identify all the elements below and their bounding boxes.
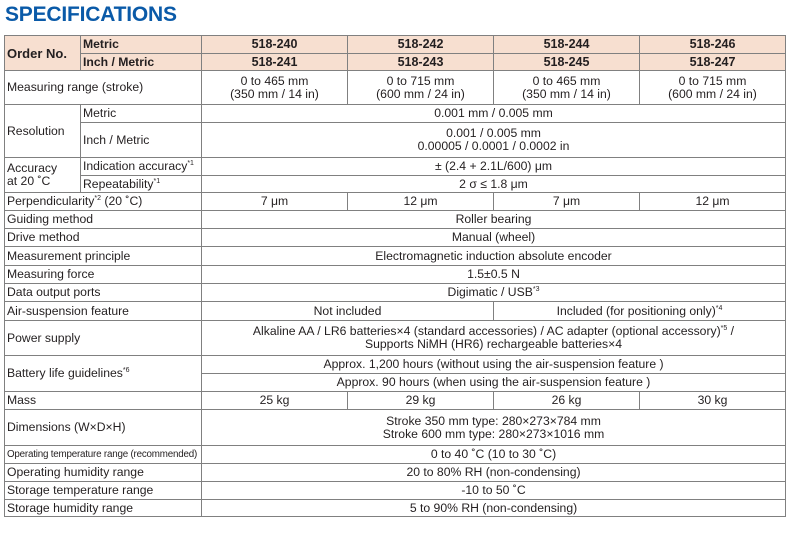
row-label: Operating humidity range bbox=[5, 464, 202, 482]
sub-label: Metric bbox=[81, 105, 202, 123]
row-label: Measuring force bbox=[5, 266, 202, 284]
value-cell: Not included bbox=[202, 302, 494, 321]
value-cell: Stroke 350 mm type: 280×273×784 mm Stroke 600 mm type: 280×273×1016 mm bbox=[202, 410, 786, 446]
specifications-table bbox=[4, 35, 786, 517]
value-cell: Roller bearing bbox=[202, 211, 786, 229]
value-cell: 0.001 mm / 0.005 mm bbox=[202, 105, 786, 123]
row-guiding-method bbox=[5, 211, 786, 229]
row-operating-temperature bbox=[5, 446, 786, 464]
row-dimensions bbox=[5, 410, 786, 446]
value-cell: -10 to 50 ˚C bbox=[202, 482, 786, 500]
value-cell: Manual (wheel) bbox=[202, 229, 786, 247]
row-label: Storage humidity range bbox=[5, 500, 202, 517]
row-label: Mass bbox=[5, 392, 202, 410]
value-cell: 25 kg bbox=[202, 392, 348, 410]
row-label: Operating temperature range (recommended) bbox=[5, 446, 202, 464]
row-resolution-metric bbox=[5, 105, 786, 123]
model-cell: 518-243 bbox=[348, 54, 494, 71]
row-label: Guiding method bbox=[5, 211, 202, 229]
value-cell: 0 to 715 mm (600 mm / 24 in) bbox=[348, 71, 494, 105]
sub-label: Inch / Metric bbox=[81, 123, 202, 158]
value-cell: 5 to 90% RH (non-condensing) bbox=[202, 500, 786, 517]
row-data-output-ports bbox=[5, 284, 786, 302]
value-cell: 7 μm bbox=[494, 193, 640, 211]
value-cell: 0 to 465 mm (350 mm / 14 in) bbox=[494, 71, 640, 105]
model-cell: 518-246 bbox=[640, 36, 786, 54]
model-cell: 518-240 bbox=[202, 36, 348, 54]
value-cell: Electromagnetic induction absolute encoder bbox=[202, 247, 786, 266]
row-storage-humidity bbox=[5, 500, 786, 517]
row-label: Data output ports bbox=[5, 284, 202, 302]
row-measuring-range bbox=[5, 71, 786, 105]
model-cell: 518-247 bbox=[640, 54, 786, 71]
row-operating-humidity bbox=[5, 464, 786, 482]
row-label: Measurement principle bbox=[5, 247, 202, 266]
value-cell: 7 μm bbox=[202, 193, 348, 211]
row-label: Accuracy at 20 ˚C bbox=[5, 158, 81, 193]
row-accuracy-repeatability bbox=[5, 176, 786, 193]
value-cell: Digimatic / USB$^{*3}$ bbox=[202, 284, 786, 302]
value-cell: 1.5±0.5 N bbox=[202, 266, 786, 284]
row-air-suspension bbox=[5, 302, 786, 321]
value-cell: Approx. 90 hours (when using the air-suspension feature ) bbox=[202, 374, 786, 392]
row-label: Battery life guidelines$^{*6}$ bbox=[5, 356, 202, 392]
value-cell: ± (2.4 + 2.1L/600) μm bbox=[202, 158, 786, 176]
row-mass bbox=[5, 392, 786, 410]
row-resolution-inch bbox=[5, 123, 786, 158]
value-cell: 12 μm bbox=[348, 193, 494, 211]
row-drive-method bbox=[5, 229, 786, 247]
sub-label: Indication accuracy$^{*1}$ bbox=[81, 158, 202, 176]
row-label: Drive method bbox=[5, 229, 202, 247]
row-label: Dimensions (W×D×H) bbox=[5, 410, 202, 446]
row-accuracy-indication bbox=[5, 158, 786, 176]
value-cell: Approx. 1,200 hours (without using the air-suspension feature ) bbox=[202, 356, 786, 374]
value-cell: Alkaline AA / LR6 batteries×4 (standard accessories) / AC adapter (optional accessory)$^{*5}$ / Supports NiMH (HR6) rechargeable batteries×4 bbox=[202, 321, 786, 356]
metric-header: Metric bbox=[81, 36, 202, 54]
value-cell: 2 σ ≤ 1.8 μm bbox=[202, 176, 786, 193]
row-label: Perpendicularity$^{*2}$ (20 ˚C) bbox=[5, 193, 202, 211]
sub-label: Repeatability$^{*1}$ bbox=[81, 176, 202, 193]
value-cell: 0 to 715 mm (600 mm / 24 in) bbox=[640, 71, 786, 105]
row-perpendicularity bbox=[5, 193, 786, 211]
row-battery-life-1 bbox=[5, 356, 786, 374]
value-cell: 0 to 40 ˚C (10 to 30 ˚C) bbox=[202, 446, 786, 464]
value-cell: 26 kg bbox=[494, 392, 640, 410]
row-label: Power supply bbox=[5, 321, 202, 356]
row-measurement-principle bbox=[5, 247, 786, 266]
value-cell: 29 kg bbox=[348, 392, 494, 410]
value-cell: 12 μm bbox=[640, 193, 786, 211]
row-label: Measuring range (stroke) bbox=[5, 71, 202, 105]
value-cell: 30 kg bbox=[640, 392, 786, 410]
value-cell: Included (for positioning only)$^{*4}$ bbox=[494, 302, 786, 321]
model-cell: 518-244 bbox=[494, 36, 640, 54]
inch-metric-header: Inch / Metric bbox=[81, 54, 202, 71]
row-storage-temperature bbox=[5, 482, 786, 500]
model-cell: 518-242 bbox=[348, 36, 494, 54]
model-cell: 518-241 bbox=[202, 54, 348, 71]
row-power-supply bbox=[5, 321, 786, 356]
row-label: Resolution bbox=[5, 105, 81, 158]
value-cell: 0.001 / 0.005 mm 0.00005 / 0.0001 / 0.0002 in bbox=[202, 123, 786, 158]
row-label: Storage temperature range bbox=[5, 482, 202, 500]
header-row-metric bbox=[5, 36, 786, 54]
page-title: SPECIFICATIONS bbox=[5, 3, 177, 26]
model-cell: 518-245 bbox=[494, 54, 640, 71]
header-row-inch bbox=[5, 54, 786, 71]
row-measuring-force bbox=[5, 266, 786, 284]
order-no-header: Order No. bbox=[5, 36, 81, 71]
value-cell: 20 to 80% RH (non-condensing) bbox=[202, 464, 786, 482]
value-cell: 0 to 465 mm (350 mm / 14 in) bbox=[202, 71, 348, 105]
row-label: Air-suspension feature bbox=[5, 302, 202, 321]
